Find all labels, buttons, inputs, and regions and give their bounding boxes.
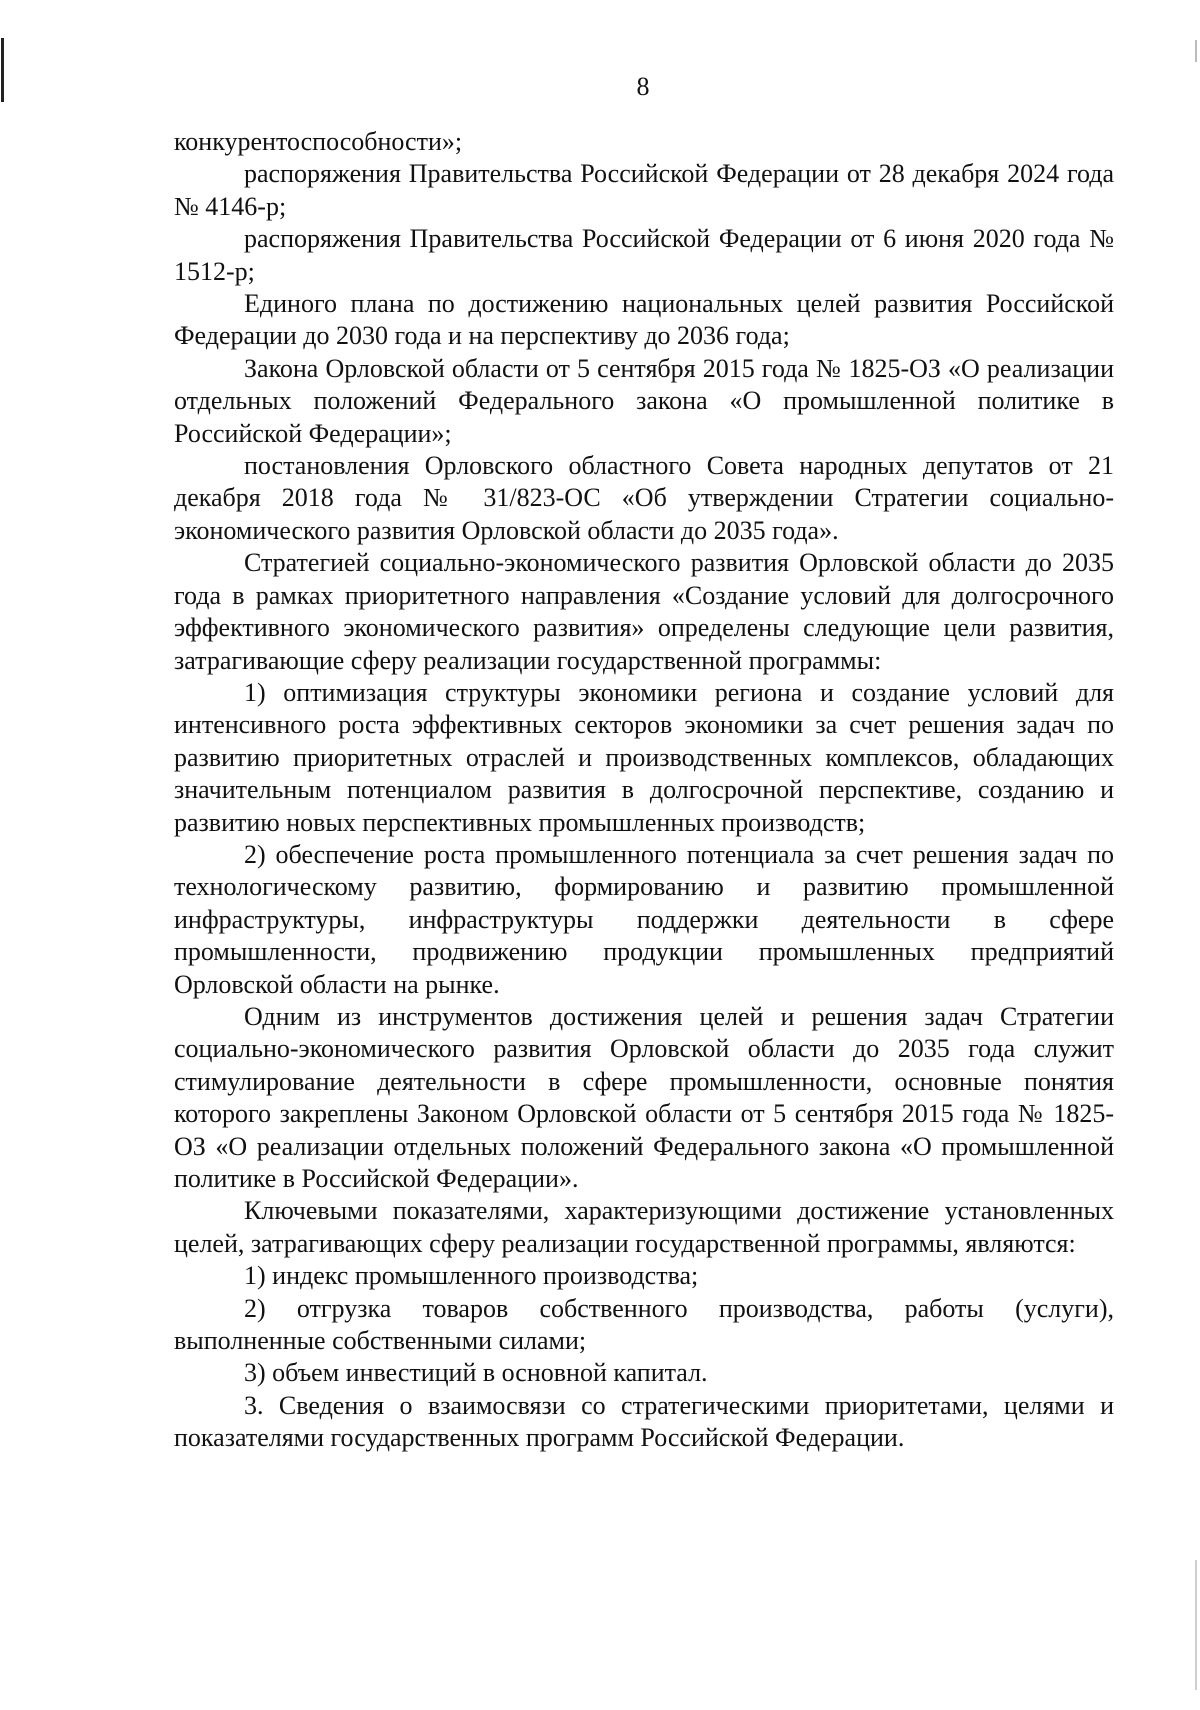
paragraph: Стратегией социально-экономического развития Орловской области до 2035 года в рамках приоритетного направления «Создание условий для долгосрочного эффективного экономического развития» определены следующие цели развития, затрагивающие сферу реализации государственной программы: xyxy=(174,548,1114,675)
paragraph: Единого плана по достижению национальных целей развития Российской Федерации до 2030 года и на перспективу до 2036 года; xyxy=(174,289,1114,351)
paragraph: Ключевыми показателями, характеризующими достижение установленных целей, затрагивающих сферу реализации государственной программы, являются: xyxy=(174,1196,1114,1258)
list-item: 2) отгрузка товаров собственного производства, работы (услуги), выполненные собственными силами; xyxy=(174,1293,1114,1356)
paragraph: Одним из инструментов достижения целей и решения задач Стратегии социально-экономического развития Орловской области до 2035 года служит стимулирование деятельности в сфере промышленности, основные понятия которого закреплены Законом Орловской области от 5 сентября 2015 года № 1825-ОЗ «О реализации отдельных положений Федерального закона «О промышленной политике в Российской Федерации». xyxy=(174,1001,1114,1193)
paragraph: распоряжения Правительства Российской Федерации от 6 июня 2020 года № 1512-р; xyxy=(174,224,1114,286)
scan-edge-mark xyxy=(1195,40,1197,62)
page-number: 8 xyxy=(636,72,650,101)
document-body xyxy=(174,126,1114,1455)
list-item: 1) индекс промышленного производства; xyxy=(244,1261,699,1291)
paragraph: конкурентоспособности»; xyxy=(174,127,463,156)
paragraph: Закона Орловской области от 5 сентября 2015 года № 1825-ОЗ «О реализации отдельных положений Федерального закона «О промышленной политике в Российской Федерации»; xyxy=(174,353,1114,448)
section-heading: 3. Сведения о взаимосвязи со стратегическими приоритетами, целями и показателями государственных программ Российской Федерации. xyxy=(174,1390,1114,1453)
paragraph: постановления Орловского областного Совета народных депутатов от 21 декабря 2018 года № 31/823-ОС «Об утверждении Стратегии социально-экономического развития Орловской области до 2035 года». xyxy=(174,451,1114,545)
paragraph: распоряжения Правительства Российской Федерации от 28 декабря 2024 года № 4146-р; xyxy=(174,159,1114,221)
scan-edge-mark xyxy=(1195,1560,1197,1690)
list-item: 3) объем инвестиций в основной капитал. xyxy=(244,1358,708,1388)
list-item: 2) обеспечение роста промышленного потенциала за счет решения задач по технологическому развитию, формированию и развитию промышленной инфраструктуры, инфраструктуры поддержки деятельности в сфере промышленности, продвижению продукции промышленных предприятий Орловской области на рынке. xyxy=(174,839,1114,999)
list-item: 1) оптимизация структуры экономики региона и создание условий для интенсивного роста эффективных секторов экономики за счет решения задач по развитию приоритетных отраслей и производственных комплексов, обладающих значительным потенциалом развития в долгосрочной перспективе, созданию и развитию новых перспективных промышленных производств; xyxy=(174,677,1114,837)
